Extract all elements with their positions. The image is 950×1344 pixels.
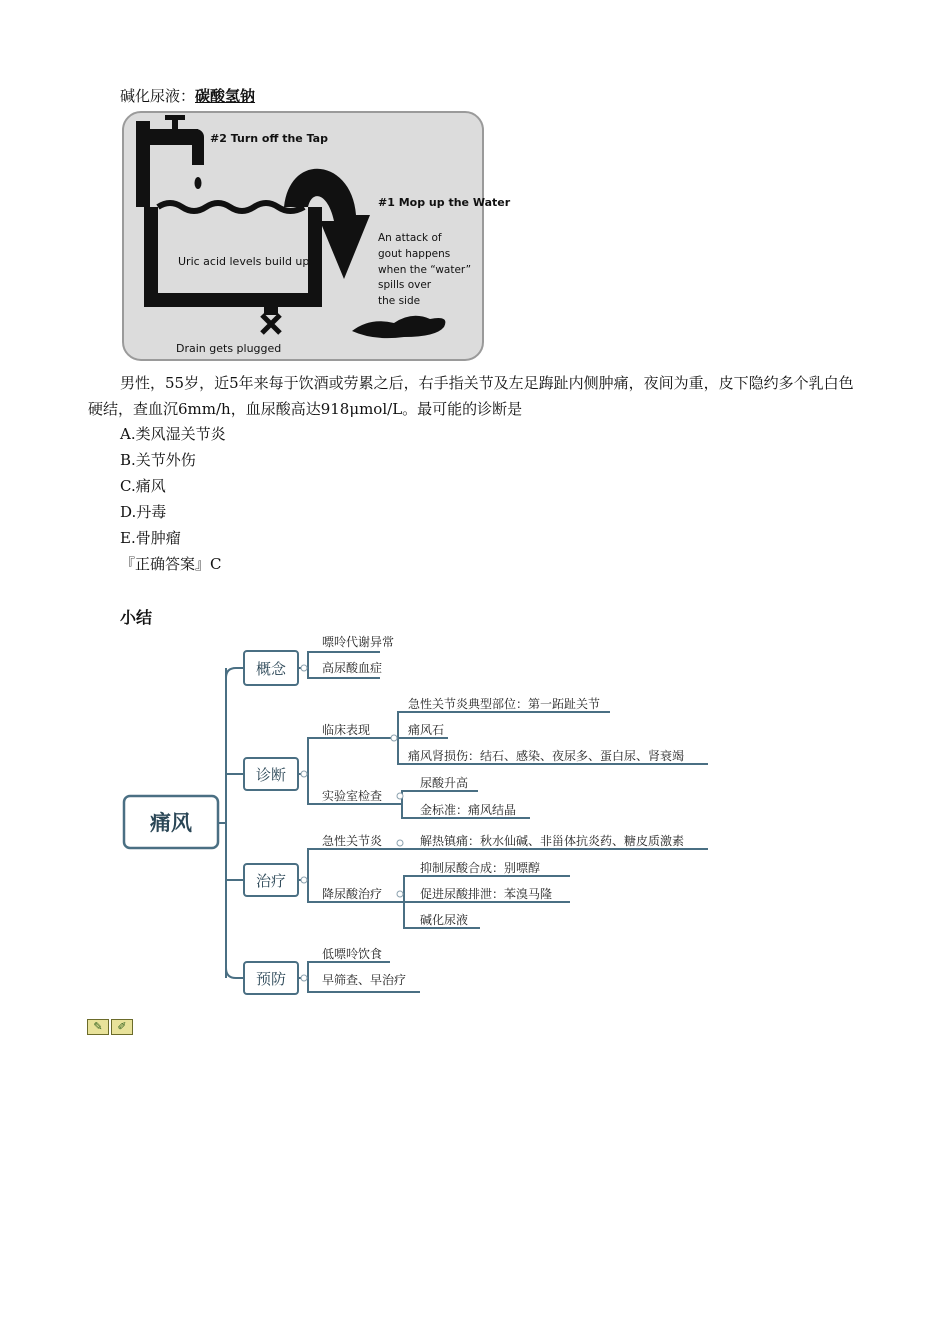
lab-item-2: 金标准：痛风结晶 <box>420 803 517 817</box>
treatment-label: 治疗 <box>255 872 287 890</box>
diagnosis-label: 诊断 <box>255 766 287 784</box>
lab-item-1: 尿酸升高 <box>420 776 469 790</box>
clinical-item-3: 痛风肾损伤：结石、感染、夜尿多、蛋白尿、肾衰竭 <box>408 749 685 763</box>
acute-item-1: 解热镇痛：秋水仙碱、非甾体抗炎药、糖皮质激素 <box>420 834 685 848</box>
acute-label: 急性关节炎 <box>322 834 383 848</box>
intro-value: 碳酸氢钠 <box>195 87 256 105</box>
collapse-icon[interactable] <box>391 735 397 741</box>
correct-answer: 『正确答案』C <box>120 555 222 573</box>
option-b: B.关节外伤 <box>120 451 196 469</box>
attack-line-3: when the “water” <box>378 264 472 276</box>
collapse-icon[interactable] <box>397 793 403 799</box>
clinical-item-1: 急性关节炎典型部位：第一跖趾关节 <box>408 697 601 711</box>
clinical-label: 临床表现 <box>322 723 371 737</box>
lab-label: 实验室检查 <box>322 789 383 803</box>
prevention-item-1: 低嘌呤饮食 <box>322 947 383 961</box>
lowering-item-1: 抑制尿酸合成：别嘌醇 <box>420 861 541 875</box>
question-stem: 男性，55岁，近5年来每于饮酒或劳累之后，右手指关节及左足踇趾内侧肿痛，夜间为重，皮下隐约多个乳白色硬结，查血沉6mm/h，血尿酸高达918μmol/L。最可能的诊断是 <box>88 374 854 418</box>
lowering-label: 降尿酸治疗 <box>322 887 383 901</box>
concept-item-2: 高尿酸血症 <box>322 661 383 675</box>
collapse-icon[interactable] <box>301 975 307 981</box>
summary-heading: 小结 <box>120 608 153 627</box>
collapse-icon[interactable] <box>301 771 307 777</box>
gout-tap-illustration <box>122 111 511 361</box>
collapse-icon[interactable] <box>301 877 307 883</box>
attack-line-5: the side <box>378 295 421 307</box>
attack-line-1: An attack of <box>378 232 442 244</box>
root-label: 痛风 <box>150 811 192 835</box>
intro-label: 碱化尿液： <box>120 87 196 105</box>
lowering-item-3: 碱化尿液 <box>420 913 469 927</box>
collapse-icon[interactable] <box>397 891 403 897</box>
mini-toolbar <box>87 1019 133 1035</box>
concept-label: 概念 <box>255 660 287 678</box>
prevention-label: 预防 <box>255 970 287 988</box>
uric-text: Uric acid levels build up <box>178 255 310 268</box>
attack-line-4: spills over <box>378 279 432 291</box>
concept-item-1: 嘌呤代谢异常 <box>322 635 395 649</box>
option-e: E.骨肿瘤 <box>120 529 181 547</box>
lowering-item-2: 促进尿酸排泄：苯溴马隆 <box>420 887 553 901</box>
collapse-icon[interactable] <box>397 840 403 846</box>
prevention-item-2: 早筛查、早治疗 <box>322 973 407 987</box>
clinical-item-2: 痛风石 <box>408 723 445 737</box>
option-a: A.类风湿关节炎 <box>120 425 226 443</box>
option-c: C.痛风 <box>120 477 166 495</box>
gout-mindmap <box>120 630 720 1000</box>
pen-icon[interactable]: ✎ <box>87 1019 109 1035</box>
mop-up-text: #1 Mop up the Water <box>378 196 511 209</box>
attack-line-2: gout happens <box>378 248 451 260</box>
turn-off-text: #2 Turn off the Tap <box>210 132 328 145</box>
drain-text: Drain gets plugged <box>176 342 282 355</box>
option-d: D.丹毒 <box>120 503 167 521</box>
collapse-icon[interactable] <box>301 665 307 671</box>
eraser-icon[interactable]: ✐ <box>111 1019 133 1035</box>
intro-line <box>120 86 255 106</box>
